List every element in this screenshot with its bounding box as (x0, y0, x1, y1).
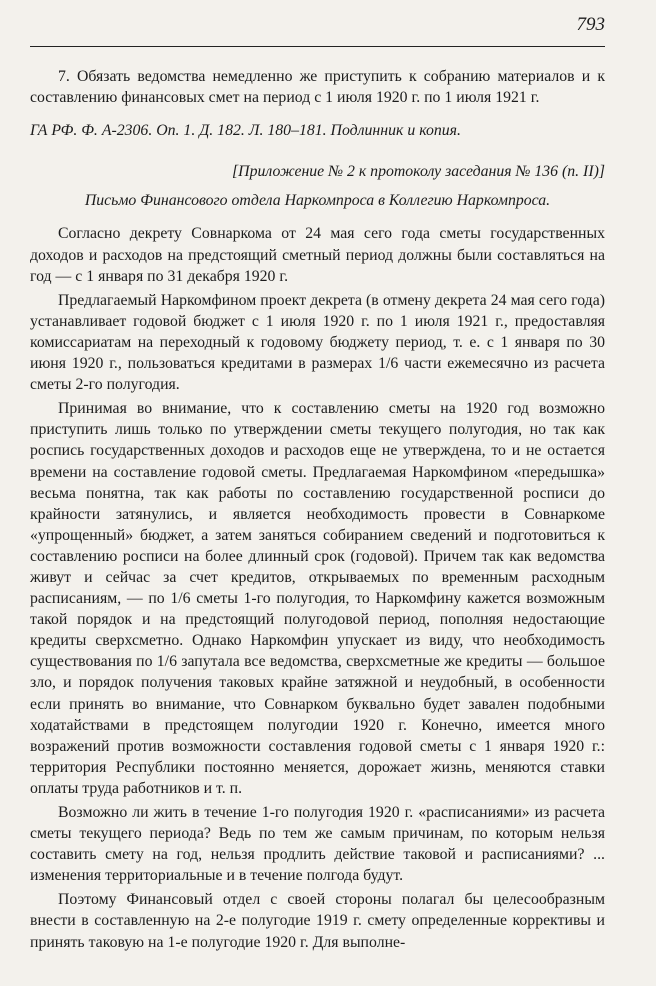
paragraph-3: Принимая во внимание, что к составлению сметы на 1920 год возможно приступить лишь только по утверждении сметы текущего полугодия, но так как роспись государственных доходов и расходов еще не утверждена, то и не остается времени на составление годовой сметы. Предлагаемая Наркомфином «передышка» весьма понятна, так как работы по составлению государственной росписи до крайности затянулись, и является необходимость провести в Совнаркоме «упрощенный» бюджет, а затем заняться собиранием сведений и подготовиться к составлению росписи на более длинный срок (годовой). Причем так как ведомства живут и сейчас за счет кредитов, открываемых по временным расходным расписаниям, — по 1/6 сметы 1-го полугодия, то Наркомфину кажется возможным такой порядок и на предстоящий полугодовой период, пополняя недостающие кредиты сверхсметно. Однако Наркомфин упускает из виду, что необходимость существования по 1/6 запутала все ведомства, сверхсметные же кредиты — большое зло, и порядок получения таковых крайне затяжной и неудобный, в особенности если принять во внимание, что Совнарком буквально будет завален подобными ходатайствами в предстоящем полугодии 1920 г. Конечно, имеется много возражений против возможности составления годовой сметы с 1 января 1920 г.: территория Республики постоянно меняется, дорожает жизнь, меняются ставки оплаты труда работников и т. п. (30, 400, 605, 797)
page-header (30, 8, 605, 47)
page-number: 793 (576, 14, 605, 35)
paragraph-1: Согласно декрету Совнаркома от 24 мая сего года сметы государственных доходов и расходов на предстоящий сметный период должны были составляться на год — с 1 января по 31 декабря 1920 г. (30, 225, 605, 285)
document-body (30, 66, 605, 953)
appendix-heading: [Приложение № 2 к протоколу заседания № 136 (п. II)] (232, 163, 605, 181)
letter-title: Письмо Финансового отдела Наркомпроса в Коллегию Наркомпроса. (84, 192, 551, 210)
paragraph-2: Предлагаемый Наркомфином проект декрета (в отмену декрета 24 мая сего года) устанавливает годовой бюджет с 1 июля 1920 г. по 1 июля 1921 г., предоставляя комиссариатам на переходный к годовому бюджету период, т. е. с 1 января по 30 июня 1920 г., пользоваться кредитами в размерах 1/6 части ежемесячно из расчета сметы 2-го полугодия. (30, 291, 605, 394)
item-7-paragraph: 7. Обязать ведомства немедленно же приступить к собранию материалов и к составлению финансовых смет на период с 1 июля 1920 г. по 1 июля 1921 г. (30, 68, 605, 107)
paragraph-4: Возможно ли жить в течение 1-го полугодия 1920 г. «расписаниями» из расчета сметы текущего периода? Ведь по тем же самым причинам, по которым нельзя составить смету на год, нельзя продлить действие таковой и расписаниями? ... изменения территориальные и в течение полгода будут. (30, 804, 605, 885)
archive-reference: ГА РФ. Ф. А-2306. Оп. 1. Д. 182. Л. 180–181. Подлинник и копия. (30, 122, 461, 140)
paragraph-5: Поэтому Финансовый отдел с своей стороны полагал бы целесообразным внести в составленную на 2-е полугодие 1919 г. смету определенные коррективы и принять таковую на 1-е полугодие 1920 г. Для выполне- (30, 891, 605, 951)
